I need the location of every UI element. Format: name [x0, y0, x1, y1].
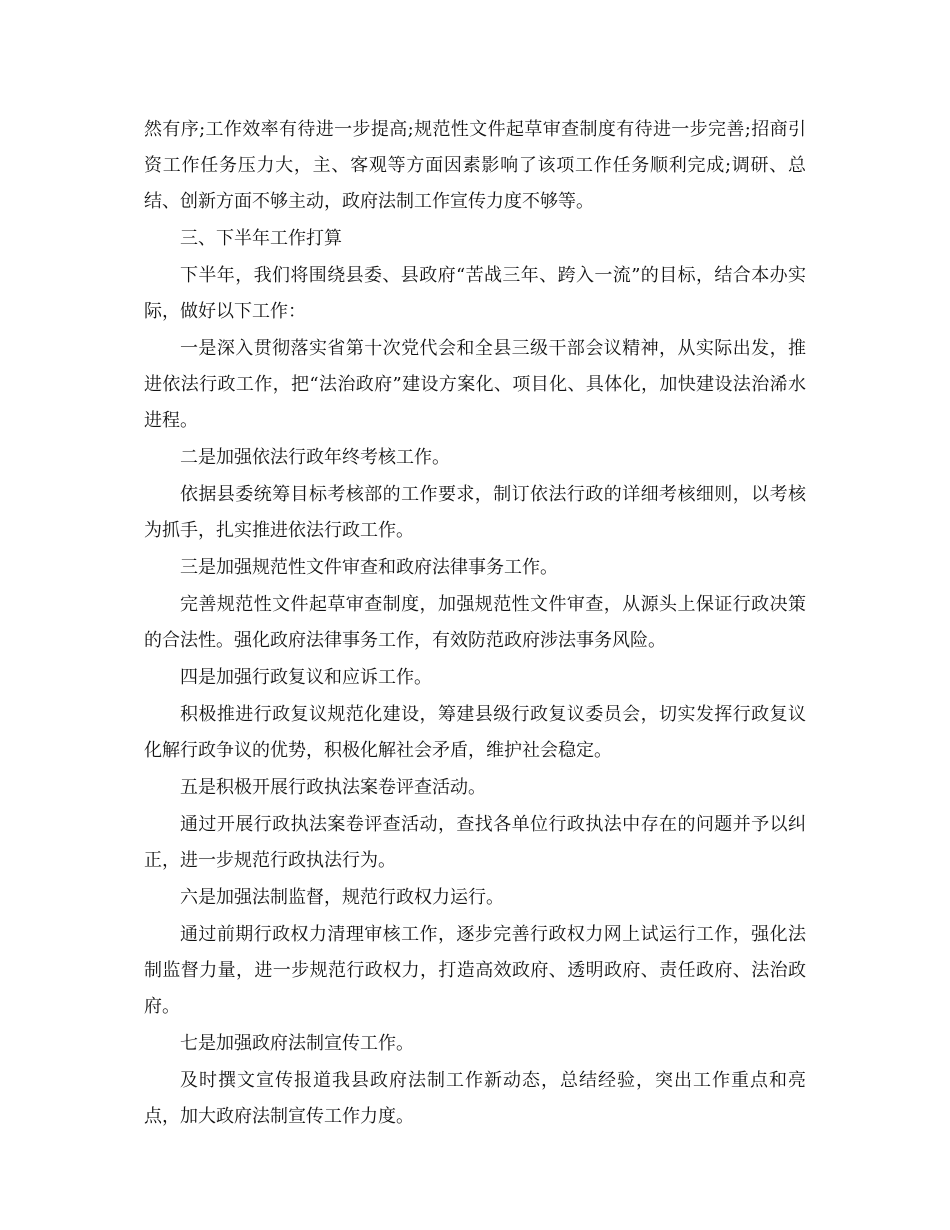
item-heading-2: 二是加强依法行政年终考核工作。 [180, 447, 450, 468]
item-heading-6: 六是加强法制监督，规范行政权力运行。 [180, 887, 504, 908]
paragraph-item-3-body: 完善规范性文件起草审查制度，加强规范性文件审查，从源头上保证行政决策的合法性。强化政府法律事务工作，有效防范政府涉法事务风险。 [144, 594, 806, 651]
paragraph-continuation: 然有序;工作效率有待进一步提高;规范性文件起草审查制度有待进一步完善;招商引资工作任务压力大，主、客观等方面因素影响了该项工作任务顺利完成;调研、总结、创新方面不够主动，政府法制工作宣传力度不够等。 [144, 119, 806, 212]
paragraph-item-4-body: 积极推进行政复议规范化建设，筹建县级行政复议委员会，切实发挥行政复议化解行政争议的优势，积极化解社会矛盾，维护社会稳定。 [144, 704, 806, 761]
paragraph-intro: 下半年，我们将围绕县委、县政府“苦战三年、跨入一流”的目标，结合本办实际，做好以下工作： [144, 265, 806, 322]
item-heading-4: 四是加强行政复议和应诉工作。 [180, 667, 432, 688]
item-heading-5: 五是积极开展行政执法案卷评查活动。 [180, 777, 486, 798]
paragraph-item-2-body: 依据县委统筹目标考核部的工作要求，制订依法行政的详细考核细则，以考核为抓手，扎实推进依法行政工作。 [144, 484, 806, 541]
document-page [144, 112, 806, 1136]
section-heading-second-half-plan: 三、下半年工作打算 [180, 228, 342, 249]
paragraph-item-5-body: 通过开展行政执法案卷评查活动，查找各单位行政执法中存在的问题并予以纠正，进一步规范行政执法行为。 [144, 814, 806, 871]
paragraph-item-1: 一是深入贯彻落实省第十次党代会和全县三级干部会议精神，从实际出发，推进依法行政工作，把“法治政府”建设方案化、项目化、具体化，加快建设法治浠水进程。 [144, 338, 806, 431]
paragraph-item-7-body: 及时撰文宣传报道我县政府法制工作新动态，总结经验，突出工作重点和亮点，加大政府法制宣传工作力度。 [144, 1070, 806, 1127]
item-heading-7: 七是加强政府法制宣传工作。 [180, 1033, 414, 1054]
paragraph-item-6-body: 通过前期行政权力清理审核工作，逐步完善行政权力网上试运行工作，强化法制监督力量，进一步规范行政权力，打造高效政府、透明政府、责任政府、法治政府。 [144, 924, 806, 1017]
item-heading-3: 三是加强规范性文件审查和政府法律事务工作。 [180, 557, 558, 578]
